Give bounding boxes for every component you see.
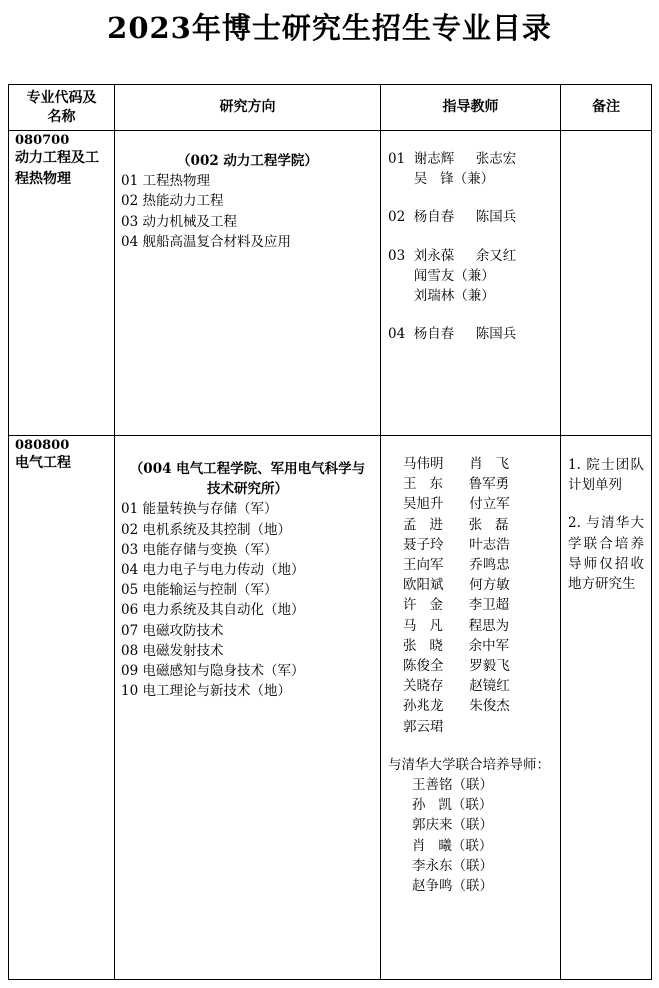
remark-item: 2. 与清华大学联合培养导师仅招收地方研究生 [568, 515, 644, 593]
advisor-line: 关晓存 赵镜红 [403, 678, 510, 695]
direction-item: 04 电力电子与电力传动（地） [121, 562, 305, 579]
advisor-group [388, 246, 554, 307]
joint-advisor: 赵争鸣（联） [412, 878, 493, 895]
joint-advisor: 李永东（联） [412, 857, 493, 874]
advisor-line: 01 谢志辉 张志宏 [388, 151, 517, 167]
advisor-line: 许 金 李卫超 [403, 597, 510, 614]
advisor-group [388, 324, 554, 344]
advisor-line: 02 杨自春 陈国兵 [388, 209, 517, 226]
direction-item: 04 舰船高温复合材料及应用 [121, 233, 291, 250]
advisor-line: 聂子玲 叶志浩 [403, 536, 510, 553]
direction-item: 08 电磁发射技术 [121, 642, 224, 659]
advisor-line: 马伟明 肖 飞 [403, 456, 510, 472]
direction-item: 10 电工理论与新技术（地） [121, 683, 291, 700]
major-name: 动力工程及工程热物理 [15, 150, 99, 187]
advisor-line: 马 凡 程思为 [403, 617, 510, 634]
direction-cell [115, 131, 381, 436]
major-code: 080700 [15, 133, 70, 148]
header-remarks: 备注 [561, 85, 652, 131]
direction-list [121, 171, 374, 252]
joint-advisors-label: 与清华大学联合培养导师： [388, 756, 550, 773]
direction-cell [115, 436, 381, 980]
advisor-group [388, 149, 554, 189]
advisor-line: 刘瑞林（兼） [388, 288, 495, 305]
advisor-line: 吴 锋（兼） [388, 171, 495, 188]
header-major: 专业代码及名称 [9, 85, 115, 131]
direction-item: 03 电能存储与变换（军） [121, 541, 278, 558]
direction-item: 01 能量转换与存储（军） [121, 501, 278, 518]
major-code: 080800 [15, 438, 70, 453]
advisor-line: 王向军 乔鸣忠 [403, 557, 510, 574]
remarks-cell [561, 436, 652, 980]
table-header-row [9, 85, 652, 131]
joint-advisor: 肖 曦（联） [412, 837, 493, 854]
department-label: （002 动力工程学院） [177, 153, 318, 169]
header-direction: 研究方向 [115, 85, 381, 131]
direction-list [121, 499, 374, 701]
direction-item: 07 电磁攻防技术 [121, 622, 224, 639]
direction-item: 01 工程热物理 [121, 173, 210, 190]
advisor-line: 吴旭升 付立军 [403, 496, 510, 513]
joint-advisor-list [388, 775, 554, 896]
remarks-cell [561, 131, 652, 436]
department-label: （004 电气工程学院、军用电气科学与技术研究所） [129, 461, 366, 498]
advisor-group [388, 207, 554, 227]
major-cell [9, 436, 115, 980]
advisors-cell [381, 131, 561, 436]
joint-advisor: 王善铭（联） [412, 777, 493, 794]
advisor-line: 孟 进 张 磊 [403, 516, 509, 533]
advisor-line: 欧阳斌 何方敏 [403, 577, 510, 594]
direction-item: 02 电机系统及其控制（地） [121, 521, 291, 538]
major-name: 电气工程 [15, 455, 71, 471]
table-row [9, 131, 652, 436]
joint-advisor: 孙 凯（联） [412, 797, 493, 814]
advisor-line: 03 刘永葆 余又红 [388, 247, 517, 264]
advisor-line: 闻雪友（兼） [388, 267, 495, 284]
advisor-line: 王 东 鲁军勇 [403, 476, 510, 493]
table-row [9, 436, 652, 980]
direction-item: 03 动力机械及工程 [121, 213, 237, 230]
remark-item: 1. 院士团队计划单列 [568, 457, 644, 494]
advisor-line: 孙兆龙 朱俊杰 [403, 698, 510, 715]
direction-item: 05 电能输运与控制（军） [121, 582, 278, 599]
advisor-line: 张 晓 余中军 [403, 637, 510, 654]
catalog-table [8, 84, 652, 980]
direction-item: 02 热能动力工程 [121, 193, 224, 210]
advisor-line: 陈俊全 罗毅飞 [403, 658, 510, 675]
advisor-line: 04 杨自春 陈国兵 [388, 326, 517, 343]
direction-item: 09 电磁感知与隐身技术（军） [121, 663, 305, 680]
page-title: 2023年博士研究生招生专业目录 [107, 11, 552, 45]
header-advisors: 指导教师 [381, 85, 561, 131]
advisor-line: 郭云珺 [403, 718, 444, 735]
direction-item: 06 电力系统及其自动化（地） [121, 602, 305, 619]
advisor-list [388, 454, 554, 737]
advisors-cell [381, 436, 561, 980]
joint-advisor: 郭庆来（联） [412, 817, 493, 834]
major-cell [9, 131, 115, 436]
